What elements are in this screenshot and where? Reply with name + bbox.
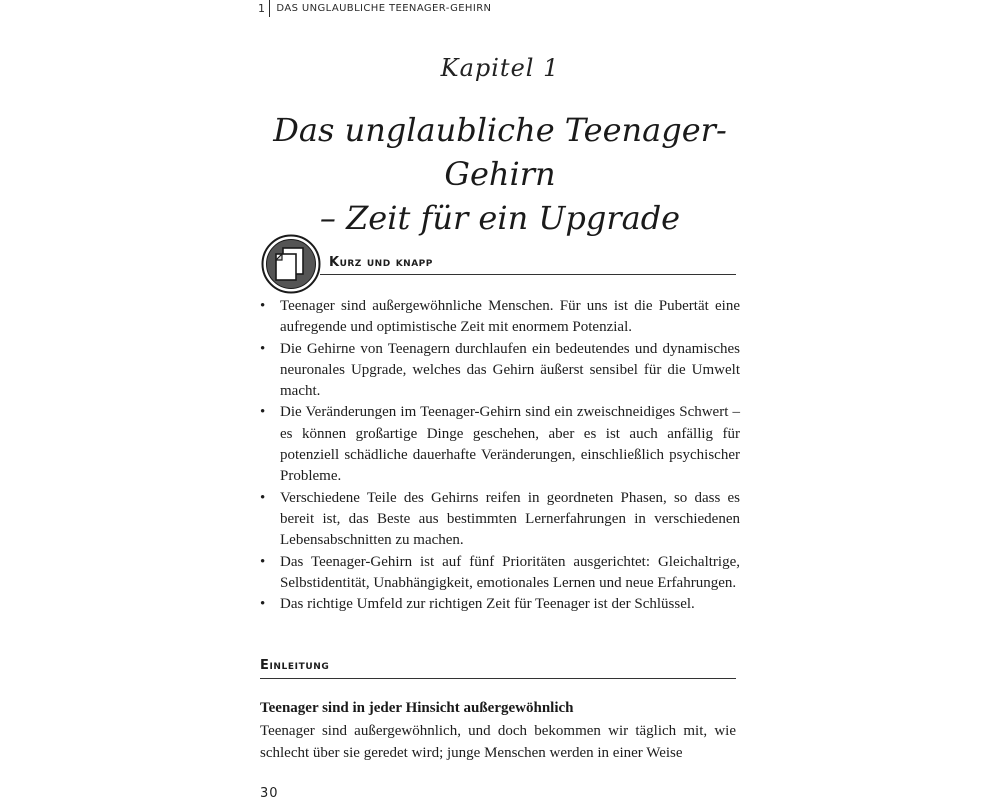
stacked-papers-icon [261,234,321,294]
chapter-label: Kapitel 1 [440,54,560,82]
einleitung-subheading: Teenager sind in jeder Hinsicht außergewöhnlich [260,700,574,716]
kurz-und-knapp-heading: Kurz und knapp [329,255,433,270]
chapter-title-line-1: Das unglaubliche Teenager-Gehirn [273,111,727,193]
bullet-item: • Das richtige Umfeld zur richtigen Zeit für Teenager ist der Schlüssel. [260,594,740,615]
chapter-title [240,108,760,240]
running-head-divider [269,0,270,17]
einleitung-rule [260,678,736,679]
running-head [258,0,491,17]
page-number: 30 [260,786,279,801]
chapter-title-line-2: – Zeit für ein Upgrade [319,199,681,237]
einleitung-body: Teenager sind außergewöhnlich, und doch bekommen wir täglich mit, wie schlecht über sie geredet wird; junge Menschen werden in einer Weise [260,723,736,761]
running-head-title: DAS UNGLAUBLICHE TEENAGER-GEHIRN [276,3,492,14]
bullet-item: • Teenager sind außergewöhnliche Menschen. Für uns ist die Pubertät eine aufregende und optimistische Zeit mit enormem Potenzial. [260,296,740,339]
bullet-item: • Die Veränderungen im Teenager-Gehirn sind ein zweischneidiges Schwert – es können großartige Dinge geschehen, aber es ist auch anfällig für potenziell schädliche dauerhafte Veränderungen, einschließlich psychischer Probleme. [260,402,740,487]
running-head-chapter-number: 1 [258,2,266,15]
bullet-item: • Das Teenager-Gehirn ist auf fünf Prioritäten ausgerichtet: Gleichaltrige, Selbstidentität, Unabhängigkeit, emotionales Lernen und neue Erfahrungen. [260,552,740,595]
kurz-und-knapp-rule [320,274,736,275]
bullet-item: • Die Gehirne von Teenagern durchlaufen ein bedeutendes und dynamisches neuronales Upgrade, welches das Gehirn äußerst sensibel für die Umwelt macht. [260,339,740,403]
einleitung-heading: Einleitung [260,658,330,673]
summary-bullet-list [260,296,740,615]
bullet-item: • Verschiedene Teile des Gehirns reifen in geordneten Phasen, so dass es bereit ist, das Beste aus bestimmten Lernerfahrungen in verschiedenen Lebensabschnitten zu machen. [260,488,740,552]
